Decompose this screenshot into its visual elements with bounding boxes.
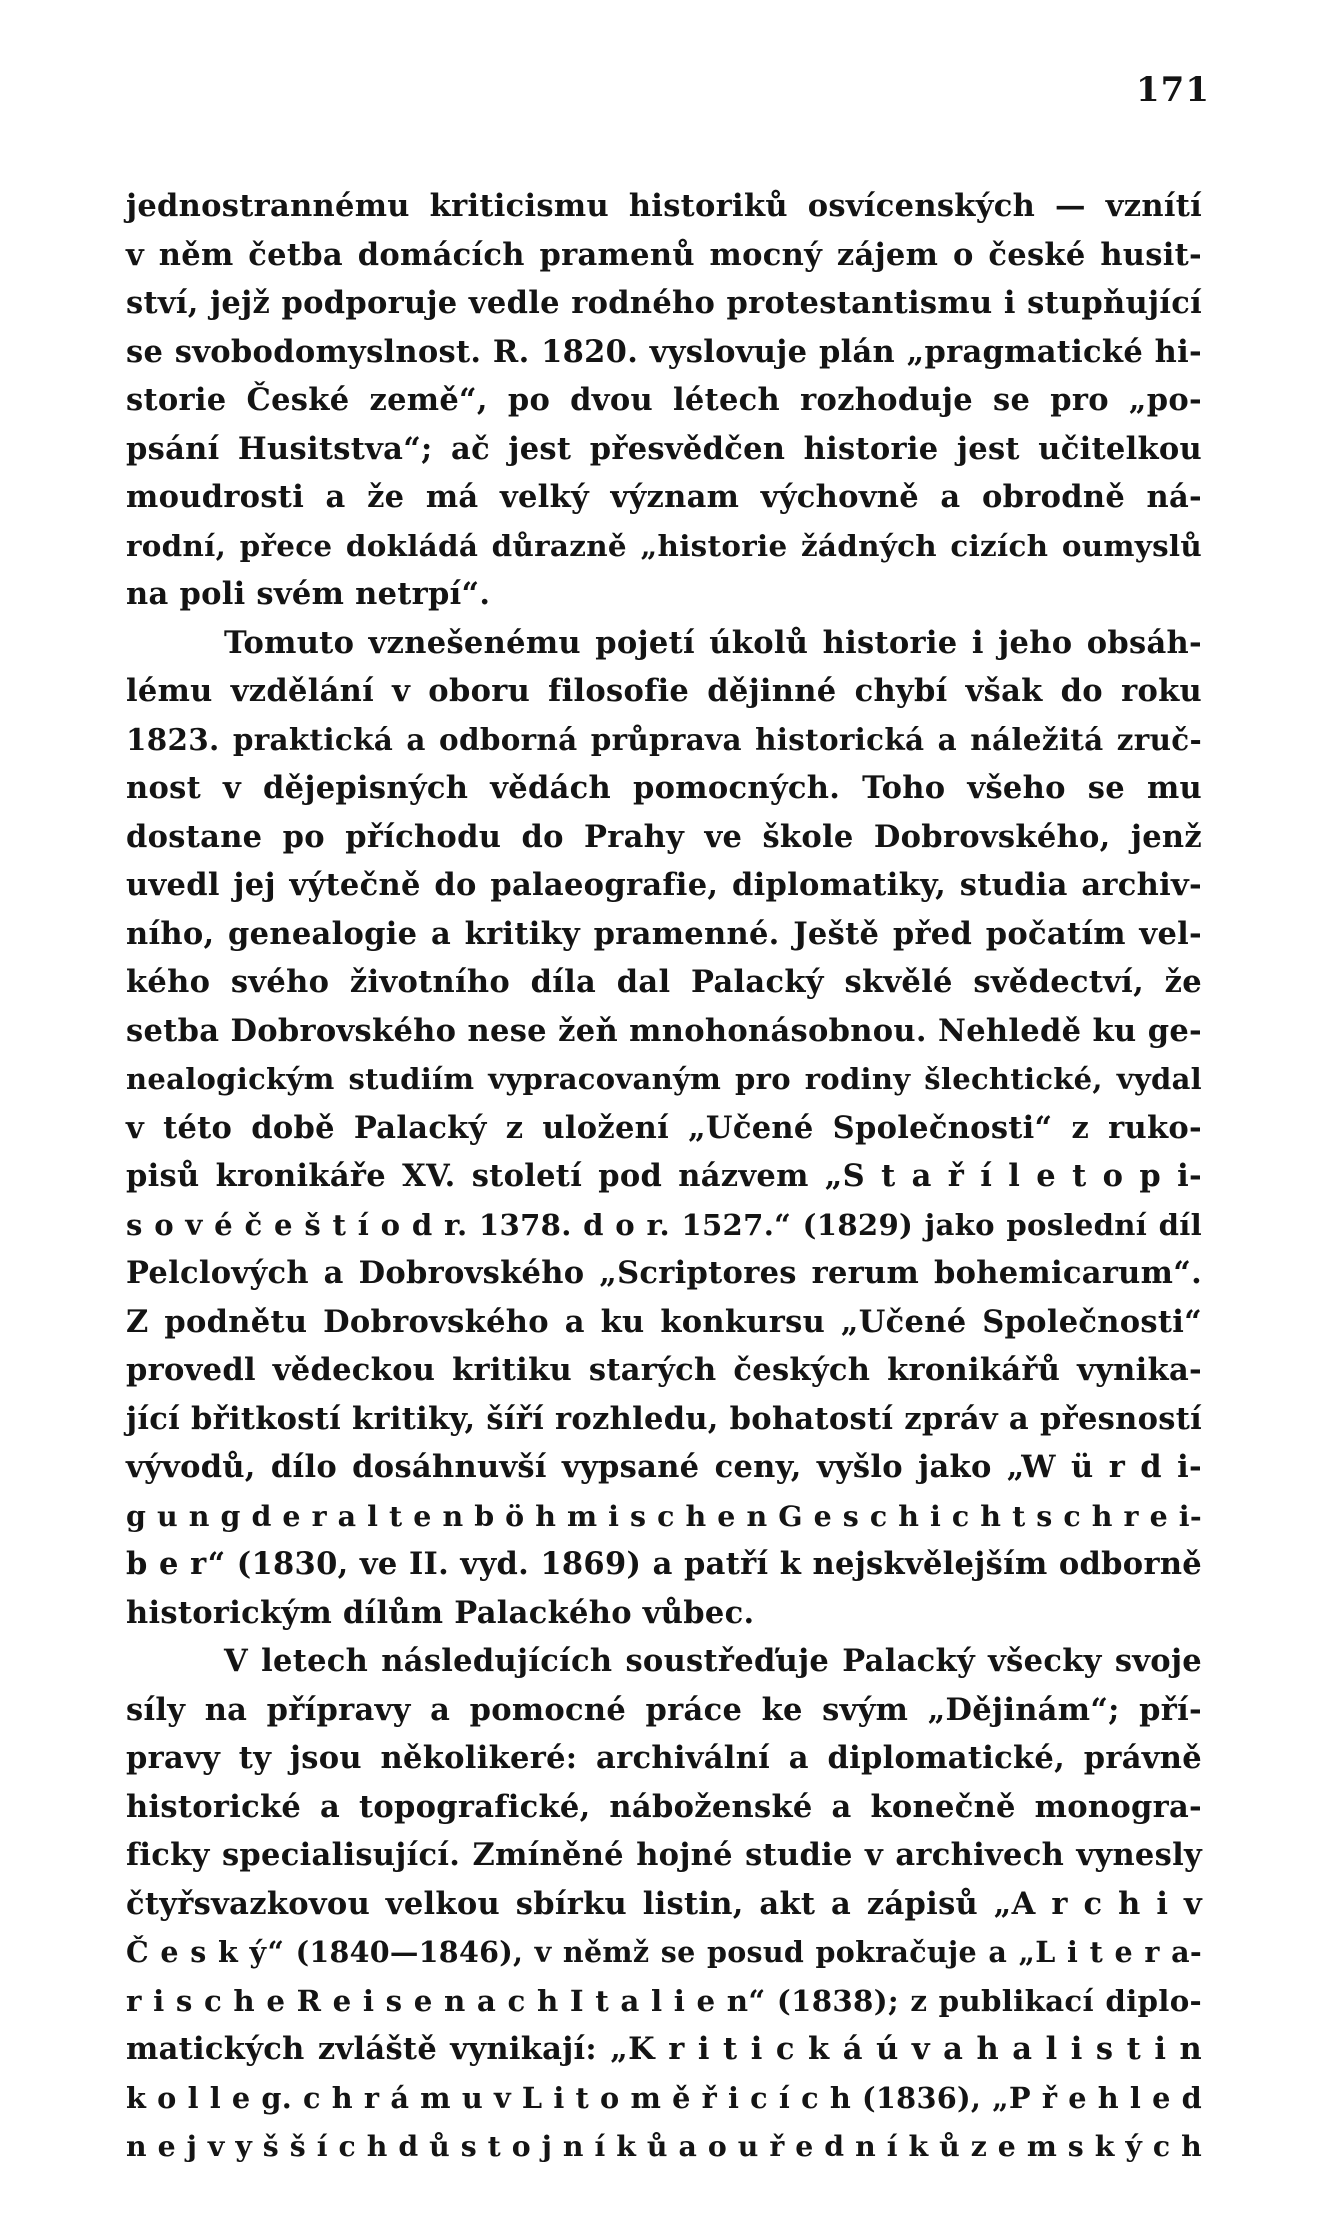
text-line: storie České země“, po dvou létech rozhoduje se pro „po- xyxy=(126,382,1202,418)
text-line: čtyřsvazkovou velkou sbírku listin, akt a zápisů „A r c h i v xyxy=(126,1885,1202,1922)
text-line: n e j v y š š í c h d ů s t o j n í k ů a o u ř e d n í k ů z e m s k ý c h xyxy=(126,2129,1202,2163)
text-line: v této době Palacký z uložení „Učené Společnosti“ z ruko- xyxy=(126,1109,1202,1146)
text-line: V letech následujících soustřeďuje Palacký všecky svoje xyxy=(224,1643,1202,1679)
text-line: pisů kronikáře XV. století pod názvem „S t a ř í l e t o p i- xyxy=(126,1158,1202,1194)
text-line: uvedl jej výtečně do palaeografie, diplomatiky, studia archiv- xyxy=(126,867,1202,903)
text-line: ství, jejž podporuje vedle rodného protestantismu i stupňující xyxy=(126,285,1202,321)
text-line: moudrosti a že má velký význam výchovně a obrodně ná- xyxy=(126,479,1202,515)
text-line: k o l l e g. c h r á m u v L i t o m ě ř i c í c h (1836), „P ř e h l e d xyxy=(126,2080,1202,2115)
text-line: matických zvláště vynikají: „K r i t i c k á ú v a h a l i s t i n xyxy=(126,2031,1202,2067)
text-line: setba Dobrovského nese žeň mnohonásobnou. Nehledě ku ge- xyxy=(126,1012,1202,1049)
text-line: na poli svém netrpí“. xyxy=(126,576,491,612)
text-line: dostane po příchodu do Prahy ve škole Dobrovského, jenž xyxy=(126,818,1202,855)
text-line: síly na přípravy a pomocné práce ke svým „Dějinám“; pří- xyxy=(126,1691,1202,1728)
text-line: ního, genealogie a kritiky pramenné. Ještě před počatím vel- xyxy=(126,915,1202,952)
text-line: Z podnětu Dobrovského a ku konkursu „Učené Společnosti“ xyxy=(126,1303,1202,1340)
text-line: 1823. praktická a odborná průprava historická a náležitá zruč- xyxy=(126,721,1202,757)
text-line: nost v dějepisných vědách pomocných. Toho všeho se mu xyxy=(126,770,1202,806)
text-line: pravy ty jsou několikeré: archivální a diplomatické, právně xyxy=(126,1740,1202,1776)
text-line: s o v é č e š t í o d r. 1378. d o r. 1527.“ (1829) jako poslední díl xyxy=(126,1207,1202,1242)
text-line: historické a topografické, náboženské a konečně monogra- xyxy=(126,1788,1202,1825)
text-line: v něm četba domácích pramenů mocný zájem o české husit- xyxy=(126,236,1202,273)
text-line: g u n g d e r a l t e n b ö h m i s c h e n G e s c h i c h t s c h r e i- xyxy=(126,1498,1202,1533)
text-line: jednostrannému kriticismu historiků osvícenských — vznítí xyxy=(126,188,1202,224)
text-line: b e r“ (1830, ve II. vyd. 1869) a patří k nejskvělejším odborně xyxy=(126,1546,1202,1582)
body-text xyxy=(126,182,1202,2171)
text-line: se svobodomyslnost. R. 1820. vyslovuje plán „pragmatické hi- xyxy=(126,333,1202,370)
text-line: Pelclových a Dobrovského „Scriptores rerum bohemicarum“. xyxy=(126,1255,1202,1291)
text-line: rodní, přece dokládá důrazně „historie žádných cizích oumyslů xyxy=(126,527,1202,563)
text-line: provedl vědeckou kritiku starých českých kronikářů vynika- xyxy=(126,1352,1202,1388)
text-line: r i s c h e R e i s e n a c h I t a l i e n“ (1838); z publikací diplo- xyxy=(126,1982,1202,2018)
text-line: jící břitkostí kritiky, šíří rozhledu, bohatostí zpráv a přesností xyxy=(126,1400,1202,1437)
text-line: ficky specialisující. Zmíněné hojné studie v archivech vynesly xyxy=(126,1837,1202,1873)
text-line: Tomuto vznešenému pojetí úkolů historie i jeho obsáh- xyxy=(224,624,1202,661)
text-line: Č e s k ý“ (1840—1846), v němž se posud pokračuje a „L i t e r a- xyxy=(126,1935,1202,1969)
text-line: vývodů, dílo dosáhnuvší vypsané ceny, vyšlo jako „W ü r d i- xyxy=(126,1449,1202,1485)
text-line: nealogickým studiím vypracovaným pro rodiny šlechtické, vydal xyxy=(126,1062,1202,1096)
text-line: historickým dílům Palackého vůbec. xyxy=(126,1594,755,1631)
text-line: psání Husitstva“; ač jest přesvědčen historie jest učitelkou xyxy=(126,430,1202,467)
text-line: kého svého životního díla dal Palacký skvělé svědectví, že xyxy=(126,964,1202,1000)
page-number: 171 xyxy=(1136,70,1210,110)
text-line: lému vzdělání v oboru filosofie dějinné chybí však do roku xyxy=(126,673,1202,709)
